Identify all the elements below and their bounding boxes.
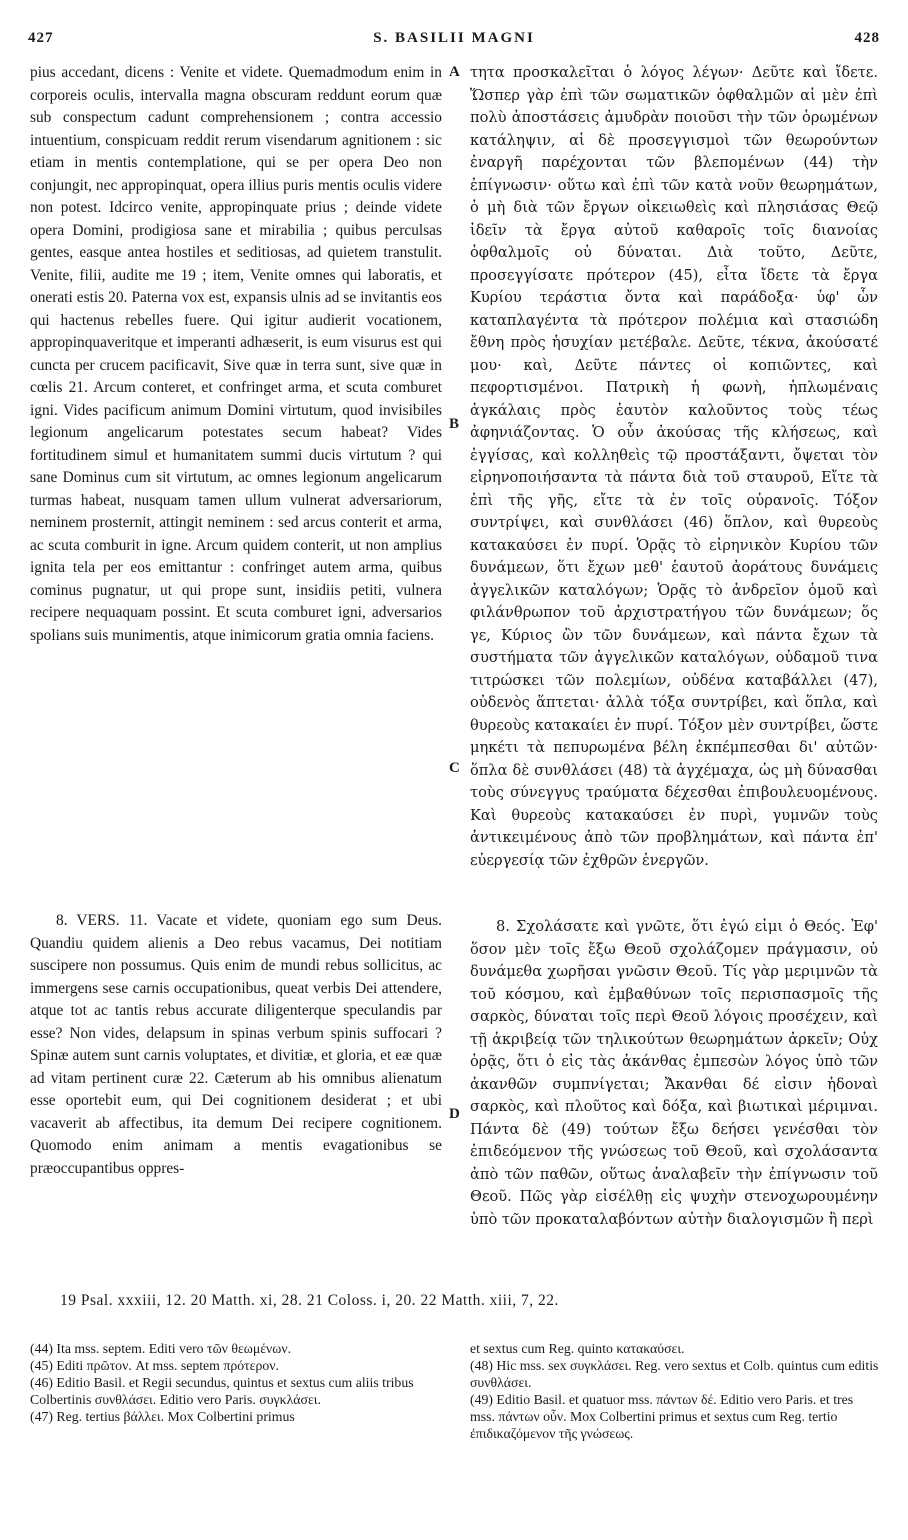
footnote: et sextus cum Reg. quinto κατακαύσει. bbox=[470, 1341, 685, 1356]
greek-paragraph-2: 8. Σχολάσατε καὶ γνῶτε, ὅτι ἐγώ εἰμι ὁ Θεός. Ἐφ' ὅσον μὲν τοῖς ἔξω Θεοῦ σχολάζομεν πράγμασιν, οὐ δυνάμεθα χωρῆσαι γνῶσιν Θεοῦ. Τίς γὰρ μεριμνῶν τὰ τοῦ κόσμου, καὶ ἐμβαθύνων τοῖς περισπασμοῖς τῆς σαρκὸς, δύναται τοῖς περὶ Θεοῦ λόγοις προσέχειν, καὶ τῇ ἀκριβείᾳ τῶν τηλικούτων θεωρημάτων ἀρκεῖν; Οὐχ ὁρᾷς, ὅτι ὁ εἰς τὰς ἀκάνθας ἐμπεσὼν λόγος ὑπὸ τῶν ἀκανθῶν συμπνίγεται; Ἄκανθαι δέ εἰσιν ἡδοναὶ σαρκὸς, καὶ πλοῦτος καὶ δόξα, καὶ βιωτικαὶ μέριμναι. Πάντα δὲ (49) τούτων ἔξω δεήσει γενέσθαι τὸν ἐπιδεόμενον τῆς γνώσεως τοῦ Θεοῦ, καὶ σχολάσαντα ἀπὸ τῶν παθῶν, οὕτως ἀναλαβεῖν τὴν ἐπίγνωσιν τοῦ Θεοῦ. Πῶς γὰρ εἰσέλθῃ εἰς ψυχὴν στενοχωρουμένην ὑπὸ τῶν προκαταλαβόντων αὐτὴν διαλογισμῶν ἢ περὶ bbox=[470, 918, 878, 1228]
latin-column bbox=[30, 62, 442, 1177]
section-marker-a: A bbox=[449, 64, 460, 80]
latin-paragraph-2: 8. VERS. 11. Vacate et videte, quoniam ego sum Deus. Quandiu quidem alienis a Deo rebus vacamus, Dei notitiam suscipere non possumus. Quis enim de mundi rebus sollicitus, ac immergens sese carnis occupationibus, queat verbis Dei attendere, atque tot ac tantis rebus accurate diligenterque speculandis par esse? Non vides, delapsum in spinas verbum spinis suffocari ? Spinæ autem sunt carnis voluptates, et divitiæ, et gloria, et eæ quæ ad vitam pertinent curæ 22. Cæterum ab his omnibus alienatum esse oportebit eum, qui Dei cognitionem desiderat ; et ubi vacaverit ab affectibus, ita demum Dei recipere cognitionem. Quomodo enim animam a mentis evagationibus se præoccupantibus oppres- bbox=[30, 912, 442, 1177]
page-number-left: 427 bbox=[28, 30, 54, 46]
footnotes-left bbox=[30, 1340, 445, 1425]
section-marker-b: B bbox=[449, 416, 460, 432]
page-number-right: 428 bbox=[854, 30, 880, 46]
section-marker-d: D bbox=[449, 1106, 460, 1122]
scripture-references: 19 Psal. xxxiii, 12. 20 Matth. xi, 28. 21 Coloss. i, 20. 22 Matth. xiii, 7, 22. bbox=[60, 1292, 559, 1309]
section-marker-c: C bbox=[449, 760, 460, 776]
greek-paragraph-1: τητα προσκαλεῖται ὁ λόγος λέγων· Δεῦτε καὶ ἴδετε. Ὥσπερ γὰρ ἐπὶ τῶν σωματικῶν ὀφθαλμῶν αἱ μὲν ἐπὶ πολὺ ἀποστάσεις ἀμυδρὰν ποιοῦσι τὴν τῶν ὁρωμένων κατάληψιν, αἱ δὲ προσεγγισμοὶ τῶν θεωρούντων ἐναργῆ παρέχονται τῶν βλεπομένων (44) τὴν ἐπίγνωσιν· οὕτω καὶ ἐπὶ τῶν κατὰ νοῦν θεωρημάτων, ὁ μὴ διὰ τῶν ἔργων οἰκειωθεὶς καὶ πλησιάσας Θεῷ ἰδεῖν τὰ ἔργα αὐτοῦ καθαροῖς τοῖς διανοίας ὀφθαλμοῖς οὐ δύναται. Διὰ τοῦτο, Δεῦτε, προσεγγίσατε πρότερον (45), εἶτα ἴδετε τὰ ἔργα Κυρίου τεράστια ὄντα καὶ παράδοξα· ὑφ' ὧν καταπλαγέντα τὰ πρότερον πολέμια καὶ στασιώδη ἔθνη πρὸς ἡσυχίαν μετέβαλε. Δεῦτε, τέκνα, ἀκούσατέ μου· καὶ, Δεῦτε πάντες οἱ κοπιῶντες, καὶ πεφορτισμένοι. Πατρικὴ ἡ φωνὴ, ἡπλωμέναις ἀγκάλαις πρὸς ἑαυτὸν καλοῦντος τοὺς τέως ἀφηνιάζοντας. Ὁ οὖν ἀκούσας τῆς κλήσεως, καὶ ἐγγίσας, καὶ κολληθεὶς τῷ προστάξαντι, ὄψεται τὸν εἰρηνοποιήσαντα τὰ πάντα διὰ τοῦ σταυροῦ, Εἴτε τὰ ἐπὶ τῆς γῆς, εἴτε τὰ ἐν τοῖς οὐρανοῖς. Τόξον συντρίψει, καὶ συνθλάσει (46) ὅπλον, καὶ θυρεοὺς κατακαύσει ἐν πυρί. Ὁρᾷς τὸ εἰρηνικὸν Κυρίου τῶν δυνάμεων, ὅτι ἔχων μεθ' ἑαυτοῦ ἀοράτους δυνάμεις ἀγγελικῶν καταλόγων; Ὁρᾷς τὸ ἀνδρεῖον ὁμοῦ καὶ φιλάνθρωπον τοῦ ἀρχιστρατήγου τῶν δυνάμεων; ὅς γε, Κύριος ὢν τῶν δυνάμεων, καὶ πάντα ἔχων τὰ συστήματα τῶν ἀγγελικῶν καταλόγων, οὐδαμοῦ τινα τιτρώσκει τῶν πολεμίων, οὐδένα καταβάλλει (47), οὐδενὸς ἅπτεται· ἀλλὰ τόξα συντρίβει, καὶ ὅπλα, καὶ θυρεοὺς κατακαίει ἐν πυρί. Τόξον μὲν συντρίβει, ὥστε μηκέτι τὰ πεπυρωμένα βέλη ἐκπέμπεσθαι δι' αὐτῶν· ὅπλα δὲ συνθλάσει (48) τὰ ἀγχέμαχα, ὡς μὴ δύνασθαι τοὺς σύνεγγυς τραύματα δέχεσθαι ἐπιβουλευομένους. Καὶ θυρεοὺς κατακαύσει ἐν πυρὶ, γυμνῶν τοὺς ἀντικειμένους ἀπὸ τῶν προβλημάτων, καὶ πάντα ἐπ' εὐεργεσίᾳ τῶν ἐχθρῶν ἐνεργῶν. bbox=[470, 64, 878, 869]
running-title: S. BASILII MAGNI bbox=[373, 30, 535, 46]
footnote: (49) Editio Basil. et quatuor mss. πάντων δέ. Editio vero Paris. et tres mss. πάντων οὖν. Mox Colbertini primus et sextus cum Reg. tertio ἐπιδικαζόμενον τῆς γνώσεως. bbox=[470, 1392, 854, 1441]
page-header bbox=[28, 30, 880, 54]
latin-paragraph-1: pius accedant, dicens : Venite et videte. Quemadmodum enim in corporeis oculis, intervalla magna obscuram reddunt eorum quæ sub conspectum cadunt comprehensionem ; contra accessio intuentium, conspicuam reddit rerum visendarum agnitionem : sic etiam in mentis contemplatione, qui se per opera Deo non conjungit, nec appropinquat, opera illius puris mentis oculis videre non potest. Idcirco venite, appropinquate prius ; deinde videte opera Domini, prodigiosa sane et mirabilia ; quibus perculsas gentes, easque antea hostiles et seditiosas, ad quietem transtulit. Venite, filii, audite me 19 ; item, Venite omnes qui laboratis, et onerati estis 20. Paterna vox est, expansis ulnis ad se invitantis eos qui hactenus rebelles fuere. Qui igitur audierit vocationem, appropinquaveritque et imperanti adhæserit, is eum visurus est qui cuncta per crucem pacificavit, Sive quæ in terra sunt, sive quæ in cœlis 21. Arcum conteret, et confringet arma, et scuta comburet igni. Vides pacificum animum Domini virtutum, quod invisibiles legionum angelicarum potestates secum habeat? Vides fortitudinem simul et humanitatem summi ducis virtutum ? qui sane Dominus cum sit virtutum, ac omnes legionum angelicarum turmas habeat, nusquam tamen ullum vulnerat adversariorum, neminem prosternit, attingit neminem : sed arcus conterit et arma, ac scuta comburit in igne. Arcum quidem conterit, ut non amplius ignita tela per eos emittantur : confringet autem arma, quibus cominus pugnatur, ut qui prope sunt, insidiis petiti, vulnera recipere nequaquam possint. Et scuta comburet igni, adversarios spolians suis munimentis, atque inimicorum gratia omnia faciens. bbox=[30, 64, 442, 644]
footnote: (48) Hic mss. sex συγκλάσει. Reg. vero sextus et Colb. quintus cum editis συνθλάσει. bbox=[470, 1358, 879, 1390]
footnote: (44) Ita mss. septem. Editi vero τῶν θεωμένων. bbox=[30, 1341, 292, 1356]
footnote: (45) Editi πρῶτον. At mss. septem πρότερον. bbox=[30, 1358, 279, 1373]
greek-column bbox=[470, 62, 878, 1228]
footnotes-right bbox=[470, 1340, 880, 1442]
footnote: (46) Editio Basil. et Regii secundus, quintus et sextus cum aliis tribus Colbertinis συνθλάσει. Editio vero Paris. συγκλάσει. bbox=[30, 1375, 414, 1407]
footnote: (47) Reg. tertius βάλλει. Mox Colbertini primus bbox=[30, 1409, 295, 1424]
